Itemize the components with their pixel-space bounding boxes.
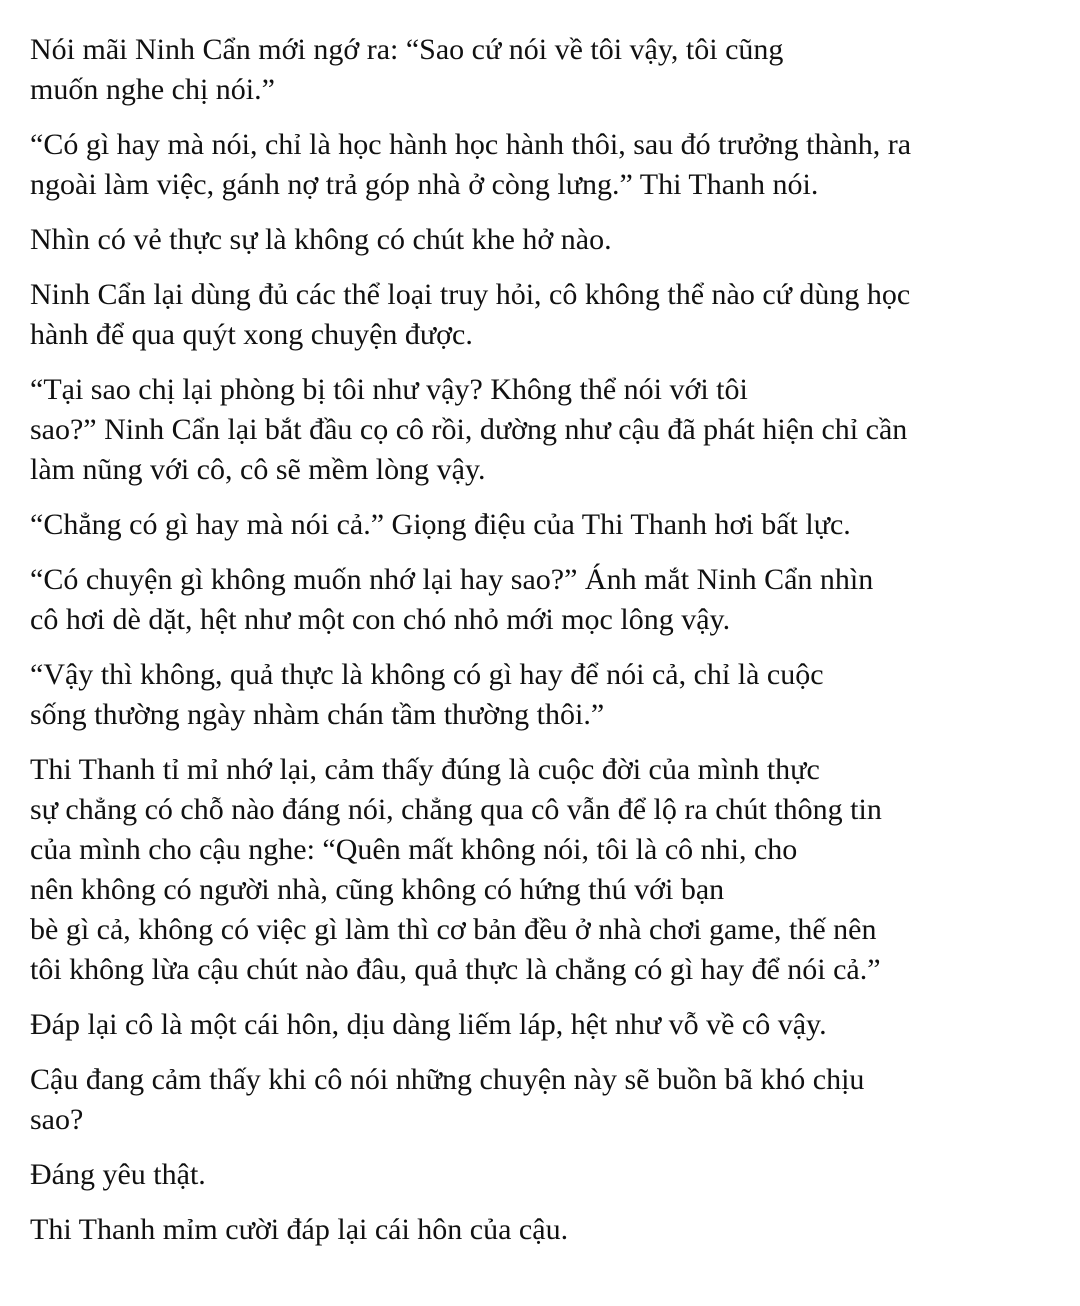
text-line: Đáp lại cô là một cái hôn, dịu dàng liếm láp, hệt như vỗ về cô vậy. xyxy=(30,1008,827,1041)
text-line: sự chẳng có chỗ nào đáng nói, chẳng qua cô vẫn để lộ ra chút thông tin xyxy=(30,793,882,826)
text-line: muốn nghe chị nói.” xyxy=(30,73,275,106)
text-line: sao? xyxy=(30,1103,84,1136)
text-line: làm nũng với cô, cô sẽ mềm lòng vậy. xyxy=(30,453,486,486)
text-line: Thi Thanh mỉm cười đáp lại cái hôn của cậu. xyxy=(30,1213,569,1246)
text-line: “Có chuyện gì không muốn nhớ lại hay sao?” Ánh mắt Ninh Cẩn nhìn xyxy=(30,563,874,596)
paragraph xyxy=(30,750,1060,990)
text-line: Thi Thanh tỉ mỉ nhớ lại, cảm thấy đúng là cuộc đời của mình thực xyxy=(30,753,820,786)
text-line: Nói mãi Ninh Cẩn mới ngớ ra: “Sao cứ nói về tôi vậy, tôi cũng xyxy=(30,33,784,66)
text-line: tôi không lừa cậu chút nào đâu, quả thực là chẳng có gì hay để nói cả.” xyxy=(30,953,881,986)
paragraph xyxy=(30,125,1060,205)
text-line: “Chẳng có gì hay mà nói cả.” Giọng điệu của Thi Thanh hơi bất lực. xyxy=(30,508,851,541)
text-line: cô hơi dè dặt, hệt như một con chó nhỏ mới mọc lông vậy. xyxy=(30,603,731,636)
text-line: sống thường ngày nhàm chán tầm thường thôi.” xyxy=(30,698,605,731)
document-page xyxy=(30,30,1060,1265)
paragraph xyxy=(30,370,1060,490)
text-line: “Có gì hay mà nói, chỉ là học hành học hành thôi, sau đó trưởng thành, ra xyxy=(30,128,912,161)
paragraph xyxy=(30,30,1060,110)
paragraph xyxy=(30,1210,1060,1250)
paragraph xyxy=(30,655,1060,735)
text-line: Cậu đang cảm thấy khi cô nói những chuyện này sẽ buồn bã khó chịu xyxy=(30,1063,865,1096)
text-line: Đáng yêu thật. xyxy=(30,1158,206,1191)
paragraph xyxy=(30,220,1060,260)
text-line: hành để qua quýt xong chuyện được. xyxy=(30,318,473,351)
text-line: “Tại sao chị lại phòng bị tôi như vậy? Không thể nói với tôi xyxy=(30,373,748,406)
text-line: Nhìn có vẻ thực sự là không có chút khe hở nào. xyxy=(30,223,612,256)
text-line: nên không có người nhà, cũng không có hứng thú với bạn xyxy=(30,873,725,906)
text-line: của mình cho cậu nghe: “Quên mất không nói, tôi là cô nhi, cho xyxy=(30,833,798,866)
text-line: sao?” Ninh Cẩn lại bắt đầu cọ cô rồi, dường như cậu đã phát hiện chỉ cần xyxy=(30,413,908,446)
paragraph xyxy=(30,1005,1060,1045)
text-line: Ninh Cẩn lại dùng đủ các thể loại truy hỏi, cô không thể nào cứ dùng học xyxy=(30,278,911,311)
paragraph xyxy=(30,1060,1060,1140)
text-line: “Vậy thì không, quả thực là không có gì hay để nói cả, chỉ là cuộc xyxy=(30,658,824,691)
paragraph xyxy=(30,275,1060,355)
paragraph xyxy=(30,560,1060,640)
text-line: bè gì cả, không có việc gì làm thì cơ bản đều ở nhà chơi game, thế nên xyxy=(30,913,877,946)
text-line: ngoài làm việc, gánh nợ trả góp nhà ở còng lưng.” Thi Thanh nói. xyxy=(30,168,819,201)
paragraph xyxy=(30,505,1060,545)
paragraph xyxy=(30,1155,1060,1195)
